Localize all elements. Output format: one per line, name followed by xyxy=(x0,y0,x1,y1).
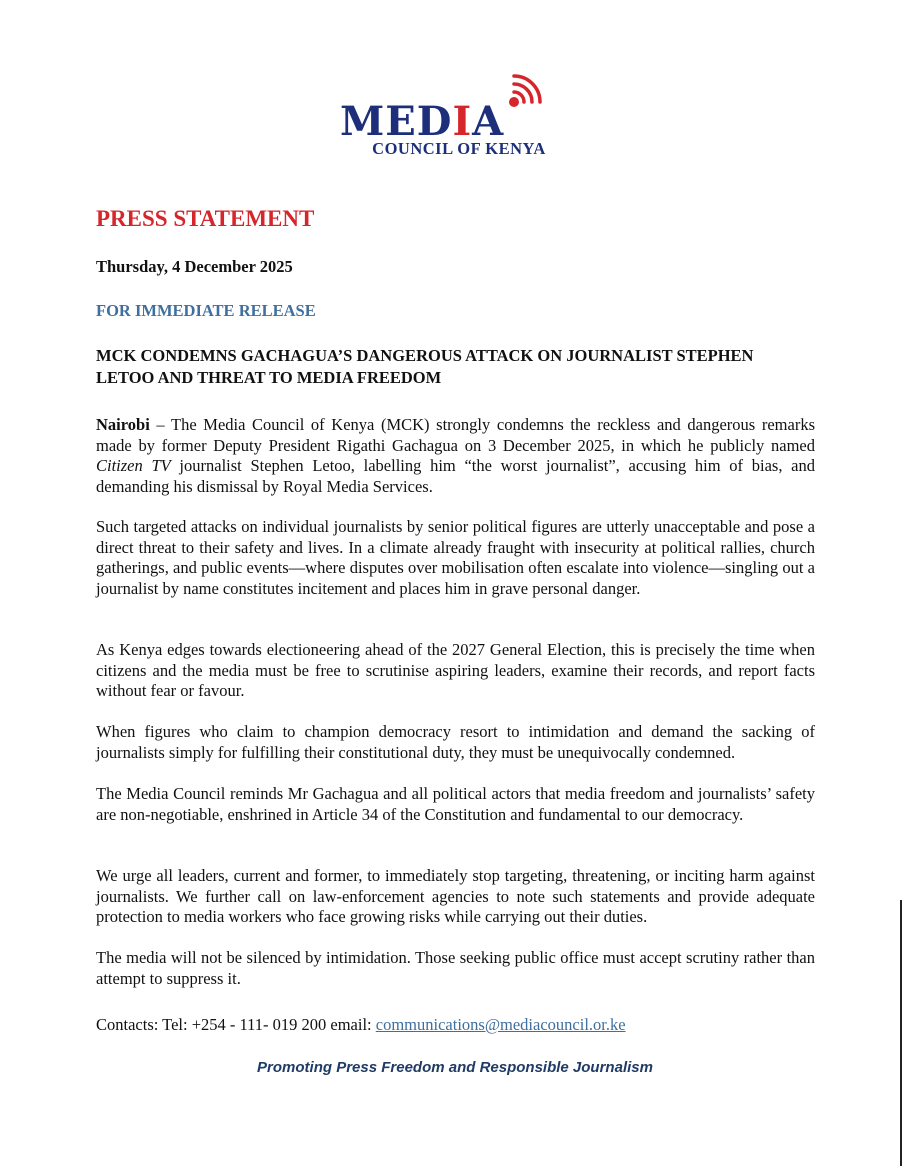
paragraph-2: Such targeted attacks on individual journalists by senior political figures are utterly unacceptable and pose a direct threat to their safety and lives. In a climate already fraught with insecurity at political rallies, church gatherings, and public events—where disputes over mobilisation often escalate into violence—singling out a journalist by name constitutes incitement and places him in grave personal danger. xyxy=(96,517,815,598)
logo-wordmark-suffix: A xyxy=(472,98,505,145)
paragraph-7: The media will not be silenced by intimidation. Those seeking public office must accept scrutiny rather than attempt to suppress it. xyxy=(96,948,815,988)
paragraph-1-italic: Citizen TV xyxy=(96,456,171,476)
media-council-logo xyxy=(336,70,582,160)
paragraph-1-text-a: – The Media Council of Kenya (MCK) strongly condemns the reckless and dangerous remarks made by former Deputy President Rigathi Gachagua on 3 December 2025, in which he publicly named xyxy=(96,415,815,455)
page-edge-line xyxy=(900,900,902,1166)
paragraph-3: As Kenya edges towards electioneering ahead of the 2027 General Election, this is precisely the time when citizens and the media must be free to scrutinise aspiring leaders, examine their records, and report facts without fear or favour. xyxy=(96,640,815,701)
logo-wordmark xyxy=(340,100,504,144)
paragraph-1-text-b: journalist Stephen Letoo, labelling him “the worst journalist”, accusing him of bias, and demanding his dismissal by Royal Media Services. xyxy=(96,456,815,496)
statement-title: MCK CONDEMNS GACHAGUA’S DANGEROUS ATTACK ON JOURNALIST STEPHEN LETOO AND THREAT TO MEDIA FREEDOM xyxy=(96,346,754,387)
statement-date: Thursday, 4 December 2025 xyxy=(96,257,293,276)
broadcast-signal-icon xyxy=(502,74,542,114)
paragraph-5: The Media Council reminds Mr Gachagua and all political actors that media freedom and journalists’ safety are non-negotiable, enshrined in Article 34 of the Constitution and fundamental to our democracy. xyxy=(96,784,815,824)
paragraph-1 xyxy=(96,415,815,497)
paragraph-6: We urge all leaders, current and former, to immediately stop targeting, threatening, or inciting harm against journalists. We further call on law-enforcement agencies to note such statements and provide adequate protection to media workers who face growing risks while carrying out their duties. xyxy=(96,866,815,927)
footer-tagline: Promoting Press Freedom and Responsible Journalism xyxy=(257,1059,653,1076)
dateline: Nairobi xyxy=(96,415,150,434)
release-label: FOR IMMEDIATE RELEASE xyxy=(96,301,316,320)
press-statement-heading: PRESS STATEMENT xyxy=(96,206,315,231)
contact-email-link[interactable]: communications@mediacouncil.or.ke xyxy=(375,1015,626,1034)
paragraph-4: When figures who claim to champion democracy resort to intimidation and demand the sacking of journalists simply for fulfilling their constitutional duty, they must be unequivocally condemned. xyxy=(96,722,815,762)
logo-subtitle: COUNCIL OF KENYA xyxy=(372,139,546,158)
contacts-line xyxy=(96,1014,626,1036)
contacts-prefix: Contacts: Tel: +254 - 111- 019 200 email: xyxy=(96,1015,376,1034)
logo-wordmark-highlight: I xyxy=(452,98,473,145)
logo-wordmark-prefix: MED xyxy=(340,98,453,145)
